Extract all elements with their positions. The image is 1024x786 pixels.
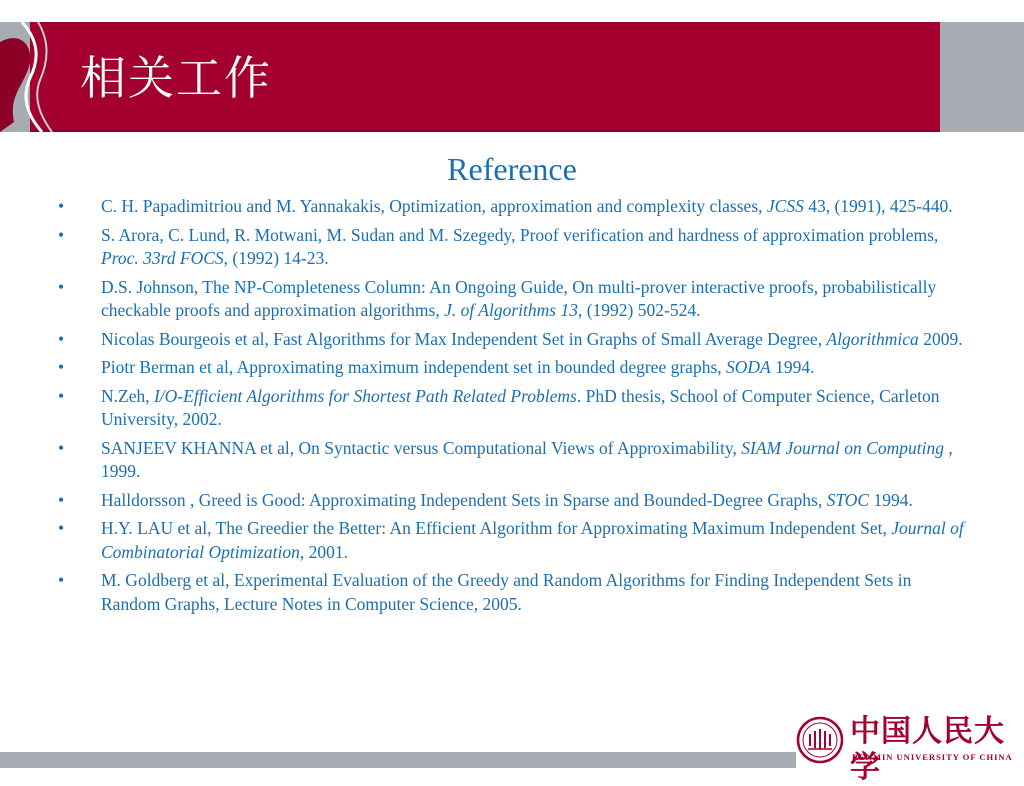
university-name-chinese: 中国人民大学 xyxy=(850,714,1005,785)
bullet-icon: • xyxy=(58,224,65,245)
reference-text: D.S. Johnson, The NP-Completeness Column: An Ongoing Guide, On multi-prover interactive proofs, probabilistically checkable proofs and approximation algorithms, xyxy=(101,276,937,320)
reference-text: C. H. Papadimitriou and M. Yannakakis, Optimization, approximation and complexity classes, xyxy=(101,196,767,216)
reference-text: N.Zeh, xyxy=(101,385,154,406)
reference-venue: JCSS xyxy=(766,196,804,216)
reference-venue: Algorithmica xyxy=(826,328,919,349)
reference-item xyxy=(58,517,968,564)
reference-details: , (1992) 14-23. xyxy=(223,248,329,268)
reference-details: 2009. xyxy=(918,328,963,349)
bullet-icon: • xyxy=(58,570,65,590)
bullet-icon: • xyxy=(58,518,65,538)
reference-text: Nicolas Bourgeois et al, Fast Algorithms for Max Independent Set in Graphs of Small Average Degree, xyxy=(101,328,827,349)
bullet-icon: • xyxy=(58,196,65,216)
bullet-icon: • xyxy=(58,489,65,510)
reference-item xyxy=(58,437,968,484)
reference-venue: I/O-Efficient Algorithms for Shortest Path Related Problems xyxy=(153,385,577,406)
reference-venue: STOC xyxy=(826,489,870,510)
reference-venue: Journal of Combinatorial Optimization xyxy=(101,518,964,562)
reference-item xyxy=(58,489,968,513)
university-logo xyxy=(796,712,1024,785)
reference-item xyxy=(58,385,968,432)
bullet-icon: • xyxy=(58,328,65,349)
slide-title: 相关工作 xyxy=(80,51,272,105)
reference-details: 1994. xyxy=(770,357,815,377)
reference-text: H.Y. LAU et al, The Greedier the Better: An Efficient Algorithm for Approximating Maximum Independent Set, xyxy=(101,518,892,538)
header-swoosh-decoration xyxy=(0,22,60,132)
reference-venue: SODA xyxy=(726,357,771,377)
bullet-icon: • xyxy=(58,437,65,458)
reference-item xyxy=(58,195,968,219)
reference-heading: Reference xyxy=(447,151,577,187)
reference-venue: SIAM Journal on Computing xyxy=(741,437,944,458)
bullet-icon: • xyxy=(58,276,65,297)
university-name-english: RENMIN UNIVERSITY OF CHINA xyxy=(852,752,1013,762)
top-strip xyxy=(0,0,1024,22)
reference-item xyxy=(58,224,968,271)
reference-text: Piotr Berman et al, Approximating maximum independent set in bounded degree graphs, xyxy=(101,357,727,377)
university-seal-icon xyxy=(796,716,844,764)
reference-venue: Proc. 33rd FOCS xyxy=(101,248,224,268)
reference-details: 1994. xyxy=(869,489,913,510)
reference-details: . PhD thesis, School of Computer Science, Carleton University, 2002. xyxy=(101,385,940,429)
reference-item xyxy=(58,569,968,616)
reference-details: , (1992) 502-524. xyxy=(577,300,701,320)
reference-item xyxy=(58,328,968,352)
reference-details: 43, (1991), 425-440. xyxy=(803,196,953,216)
reference-text: M. Goldberg et al, Experimental Evaluation of the Greedy and Random Algorithms for Finding Independent Sets in Random Graphs, Lecture Notes in Computer Science, 2005. xyxy=(101,570,912,614)
reference-list xyxy=(58,195,968,621)
reference-item xyxy=(58,356,968,380)
bullet-icon: • xyxy=(58,385,65,406)
reference-item xyxy=(58,276,968,323)
reference-venue: J. of Algorithms 13 xyxy=(444,300,578,320)
reference-text: S. Arora, C. Lund, R. Motwani, M. Sudan and M. Szegedy, Proof verification and hardness of approximation problems, xyxy=(101,224,939,245)
reference-details: , 1999. xyxy=(101,437,953,481)
reference-text: SANJEEV KHANNA et al, On Syntactic versus Computational Views of Approximability, xyxy=(101,437,742,458)
reference-text: Halldorsson , Greed is Good: Approximating Independent Sets in Sparse and Bounded-Degree Graphs, xyxy=(101,489,827,510)
bullet-icon: • xyxy=(58,357,65,377)
reference-details: , 2001. xyxy=(299,541,348,562)
